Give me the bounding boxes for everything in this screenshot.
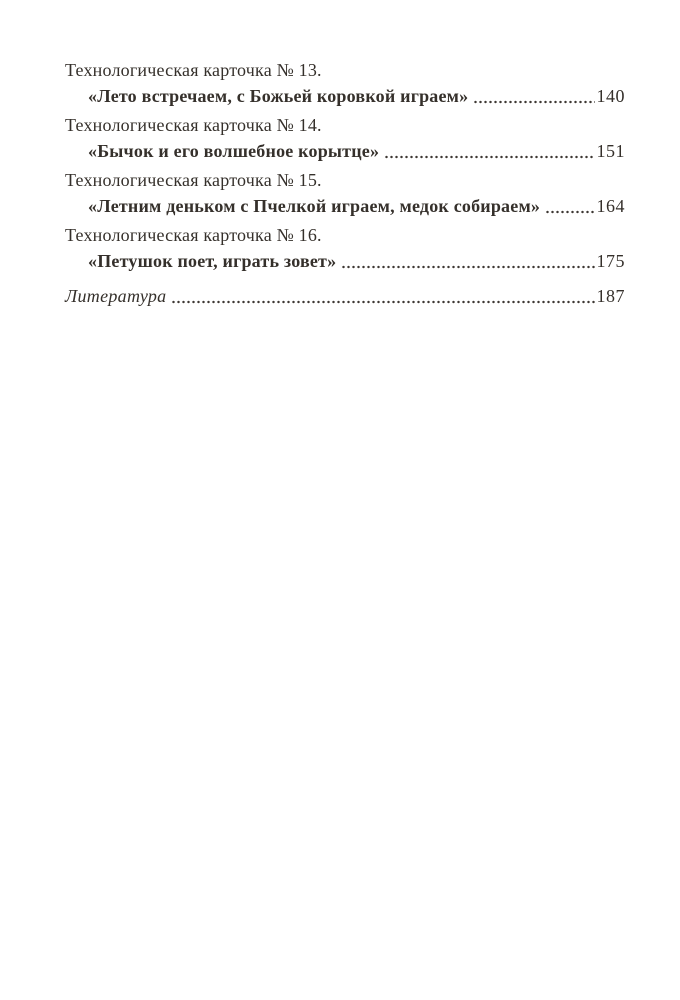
- entry-subtitle: «Бычок и его волшебное корытце»: [88, 141, 380, 161]
- dot-leader: [473, 83, 594, 109]
- toc-entry: [65, 222, 625, 274]
- entry-subtitle: «Лето встречаем, с Божьей коровкой играем»: [88, 86, 469, 106]
- entry-title: Технологическая карточка № 14.: [65, 115, 322, 135]
- dot-leader: [341, 248, 594, 274]
- toc-entry: [65, 57, 625, 109]
- entry-title: Технологическая карточка № 13.: [65, 60, 322, 80]
- dot-leader: [384, 138, 594, 164]
- entry-subtitle: «Летним деньком с Пчелкой играем, медок собираем»: [88, 196, 541, 216]
- entry-subtitle-row: [65, 83, 625, 109]
- entry-subtitle-row: [65, 193, 625, 219]
- entry-subtitle-row: [65, 138, 625, 164]
- page-number: 187: [596, 286, 625, 306]
- toc-entry: [65, 167, 625, 219]
- page-number: 151: [596, 141, 625, 161]
- dot-leader: [171, 283, 594, 309]
- literature-row: [65, 283, 625, 309]
- toc-entry: [65, 112, 625, 164]
- literature-label: Литература: [65, 286, 167, 306]
- page-number: 140: [596, 86, 625, 106]
- entry-subtitle-row: [65, 248, 625, 274]
- page-number: 164: [596, 196, 625, 216]
- entry-title: Технологическая карточка № 16.: [65, 225, 322, 245]
- dot-leader: [545, 193, 594, 219]
- page-number: 175: [596, 251, 625, 271]
- entry-subtitle: «Петушок поет, играть зовет»: [88, 251, 337, 271]
- entry-title: Технологическая карточка № 15.: [65, 170, 322, 190]
